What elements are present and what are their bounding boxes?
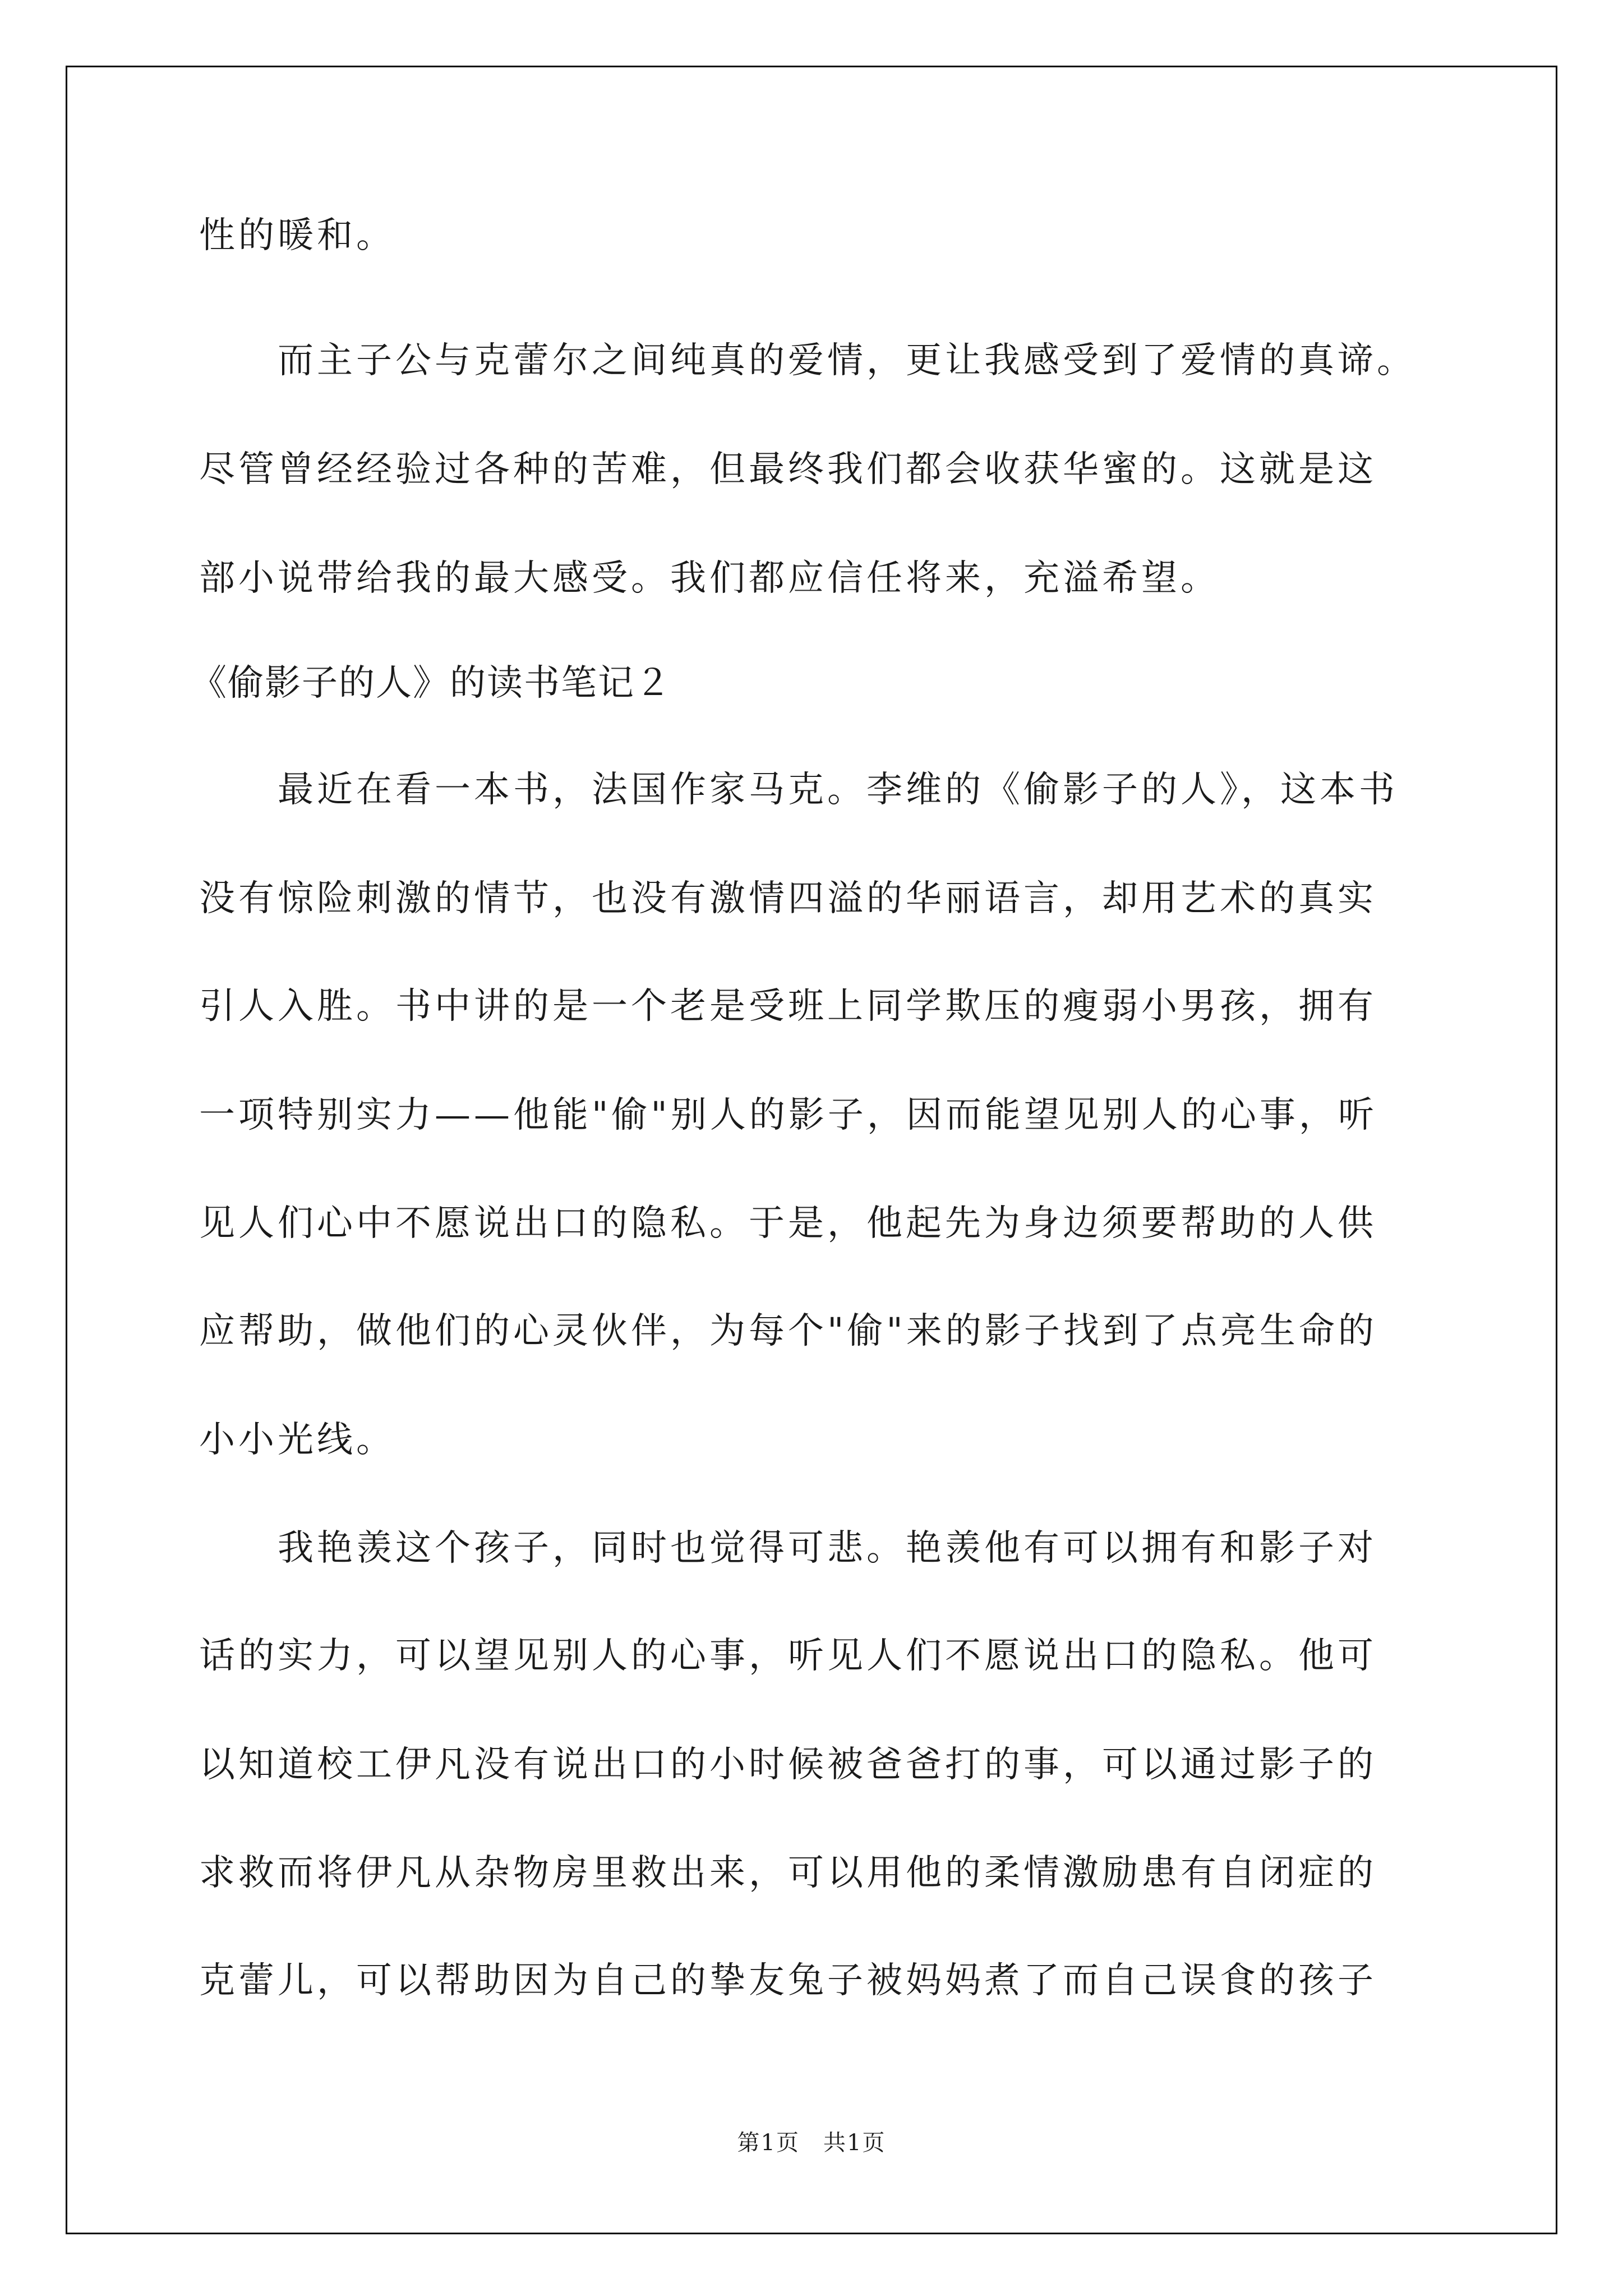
body-line: 小小光线。	[199, 1419, 395, 1461]
body-line: 性的暖和。	[199, 215, 395, 256]
body-line: 没有惊险刺激的情节，也没有激情四溢的华丽语言，却用艺术的真实	[199, 878, 1377, 919]
body-line: 而主子公与克蕾尔之间纯真的爱情，更让我感受到了爱情的真谛。	[199, 340, 1416, 381]
page-border	[66, 66, 1557, 2234]
section-heading: 《偷影子的人》的读书笔记２	[191, 662, 672, 704]
body-line: 最近在看一本书，法国作家马克。李维的《偷影子的人》，这本书	[199, 769, 1398, 811]
body-line: 克蕾儿，可以帮助因为自己的挚友兔子被妈妈煮了而自己误食的孩子	[199, 1960, 1377, 2001]
body-line: 应帮助，做他们的心灵伙伴，为每个"偷"来的影子找到了点亮生命的	[199, 1310, 1377, 1352]
body-line: 尽管曾经经验过各种的苦难，但最终我们都会收获华蜜的。这就是这	[199, 449, 1377, 490]
page-number-footer: 第1页 共1页	[737, 2130, 886, 2156]
body-line: 引人入胜。书中讲的是一个老是受班上同学欺压的瘦弱小男孩，拥有	[199, 986, 1377, 1027]
body-line: 部小说带给我的最大感受。我们都应信任将来，充溢希望。	[199, 558, 1220, 599]
body-line: 以知道校工伊凡没有说出口的小时候被爸爸打的事，可以通过影子的	[199, 1744, 1377, 1786]
body-line: 求救而将伊凡从杂物房里救出来，可以用他的柔情激励患有自闭症的	[199, 1852, 1377, 1894]
body-line: 见人们心中不愿说出口的隐私。于是，他起先为身边须要帮助的人供	[199, 1203, 1377, 1244]
body-line: 话的实力，可以望见别人的心事，听见人们不愿说出口的隐私。他可	[199, 1635, 1377, 1677]
body-line: 我艳羡这个孩子，同时也觉得可悲。艳羡他有可以拥有和影子对	[199, 1527, 1377, 1569]
body-line: 一项特别实力——他能"偷"别人的影子，因而能望见别人的心事，听	[199, 1094, 1377, 1136]
